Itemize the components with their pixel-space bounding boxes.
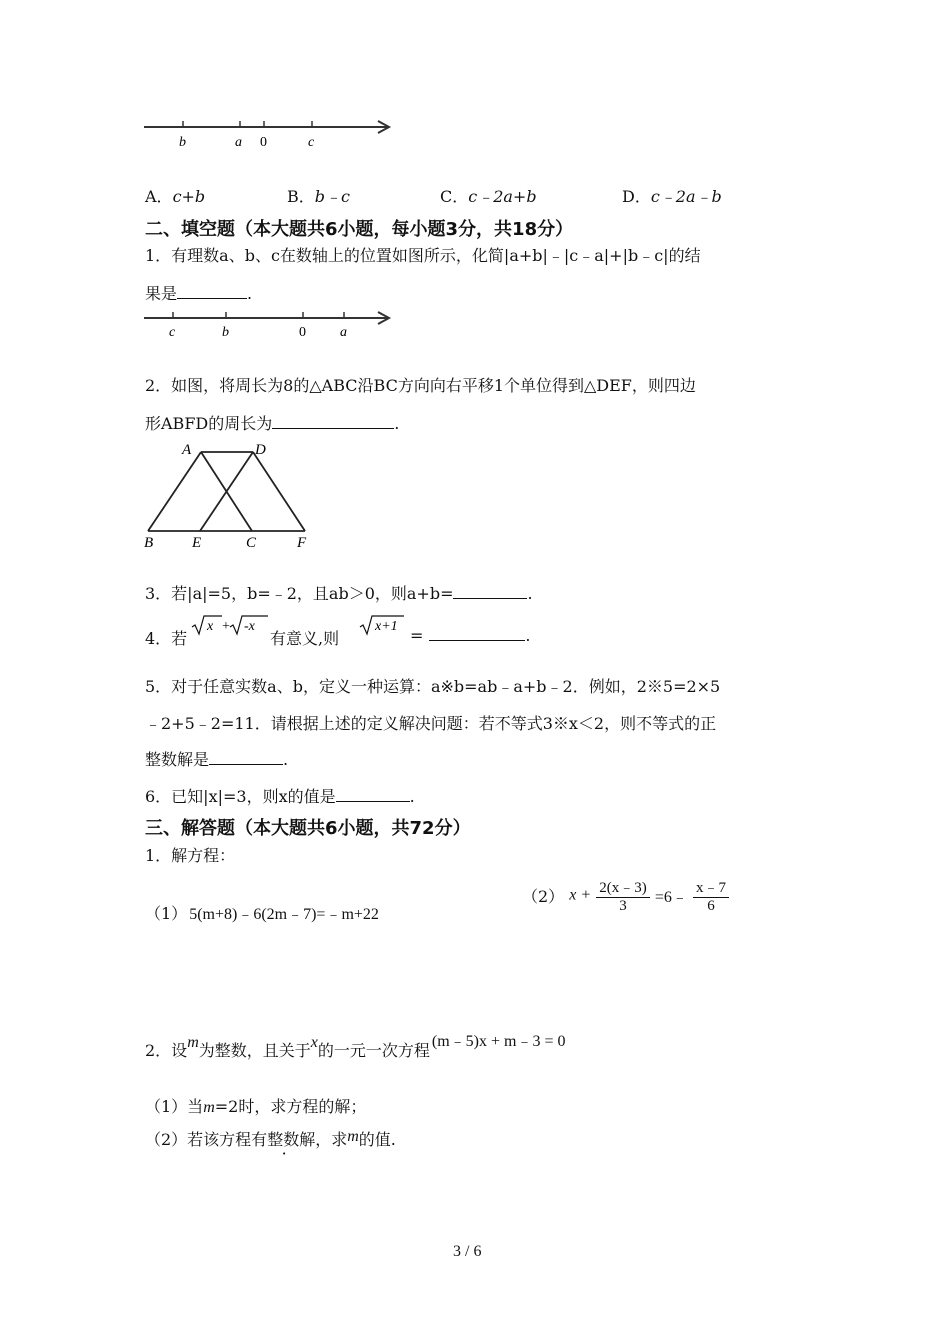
s3-q1-part1: （1） 5(m+8)﹣6(2m﹣7)=﹣m+22 xyxy=(145,904,379,923)
answer-blank[interactable] xyxy=(177,284,247,299)
answer-blank[interactable] xyxy=(209,750,283,765)
s2-q2-line1: 2．如图，将周长为8的△ABC沿BC方向向右平移1个单位得到△DEF，则四边 xyxy=(145,376,696,395)
vertex-label: B xyxy=(144,535,154,551)
s2-q5-line3: 整数解是 . xyxy=(145,750,289,769)
triangle-translation-figure xyxy=(140,438,320,554)
s2-q1-line1: 1．有理数a、b、c在数轴上的位置如图所示，化简|a+b|﹣|c﹣a|+|b﹣c|的结 xyxy=(145,246,701,265)
svg-text:+: + xyxy=(222,619,230,634)
fraction: $\frac{2(x﹣3)}{3}$ xyxy=(596,876,650,915)
numberline-label: c xyxy=(308,135,315,150)
s2-q4-tail: = . xyxy=(410,626,531,645)
s2-q6: 6．已知|x|=3，则x的值是 . xyxy=(145,787,415,806)
svg-text:x+1: x+1 xyxy=(375,619,398,634)
s2-q4: 4．若 xyxy=(145,629,188,648)
radical-expression xyxy=(190,612,270,638)
option-c: C．c﹣2a+b xyxy=(440,187,537,206)
s2-q4-mid: 有意义,则 xyxy=(270,629,340,648)
vertex-label: A xyxy=(182,442,192,458)
s2-q5-line2: ﹣2+5﹣2=11．请根据上述的定义解决问题：若不等式3※x＜2，则不等式的正 xyxy=(145,714,717,733)
s3-q2-sub2: （2）若该方程有整数解，求m的值. xyxy=(145,1128,396,1149)
s2-q1-line2: 果是 . xyxy=(145,284,253,303)
numberline-label: 0 xyxy=(260,135,267,150)
option-d: D．c﹣2a﹣b xyxy=(622,187,722,206)
page-number: 3 / 6 xyxy=(453,1243,482,1260)
section2-heading: 二、填空题（本大题共6小题，每小题3分，共18分） xyxy=(145,219,574,240)
s2-q3: 3．若|a|=5，b=﹣2，且ab＞0，则a+b= . xyxy=(145,584,533,603)
answer-blank[interactable] xyxy=(272,414,394,429)
numberline-label: c xyxy=(169,325,176,340)
numberline-label: 0 xyxy=(299,325,306,340)
vertex-label: F xyxy=(297,535,307,551)
emphasis-word: 整数 xyxy=(267,1130,300,1149)
answer-blank[interactable] xyxy=(429,626,525,641)
s2-q5-line1: 5．对于任意实数a、b，定义一种运算：a※b=ab﹣a+b﹣2．例如，2※5=2×5 xyxy=(145,677,721,696)
s3-q2-line: 2．设m为整数，且关于x的一元一次方程 (m﹣5)x + m﹣3 = 0 xyxy=(145,1033,566,1060)
numberline-label: a xyxy=(235,135,242,150)
s3-q2-sub1: （1）当m=2时，求方程的解； xyxy=(145,1097,367,1116)
vertex-label: C xyxy=(246,535,257,551)
option-b: B．b﹣c xyxy=(287,187,350,206)
answer-blank[interactable] xyxy=(336,787,410,802)
numberline-label: a xyxy=(340,325,347,340)
fraction: $\frac{x﹣7}{6}$ xyxy=(693,876,729,915)
numberline-q1 xyxy=(140,306,400,342)
s3-q1-part2: （2） x + $\frac{2(x﹣3)}{3}$ =6﹣ $\frac{x﹣7}{6}$ xyxy=(522,876,729,915)
vertex-label: D xyxy=(255,442,266,458)
radical-expression xyxy=(358,612,408,638)
s3-q1-title: 1．解方程： xyxy=(145,846,236,865)
svg-text:-x: -x xyxy=(244,619,255,634)
vertex-label: E xyxy=(192,535,202,551)
section3-heading: 三、解答题（本大题共6小题，共72分） xyxy=(145,818,471,839)
s2-q2-line2: 形ABFD的周长为 . xyxy=(145,414,400,433)
answer-blank[interactable] xyxy=(453,584,527,599)
option-a: A．c+b xyxy=(145,187,206,206)
svg-text:x: x xyxy=(207,619,214,634)
numberline-label: b xyxy=(179,135,186,150)
numberline-label: b xyxy=(222,325,229,340)
numberline-top xyxy=(140,112,400,152)
